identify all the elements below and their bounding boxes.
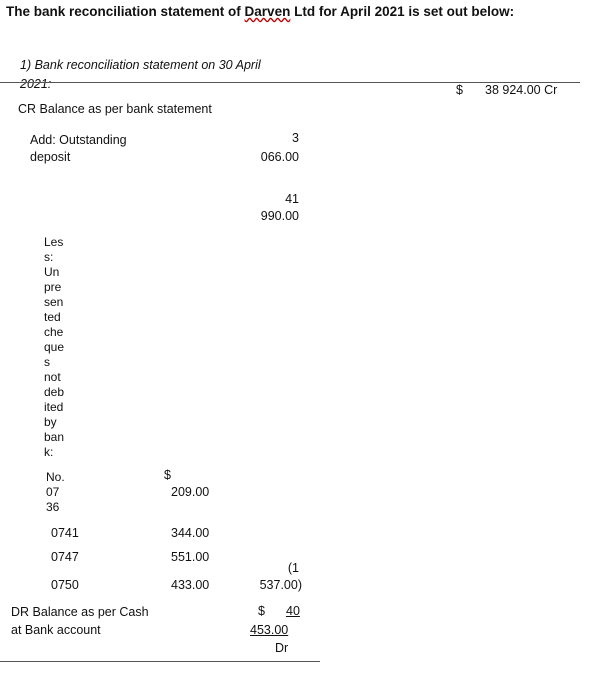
less-label-fragment: Un — [44, 265, 60, 279]
less-label-fragment: che — [44, 325, 64, 339]
closing-label-line2: at Bank account — [11, 623, 101, 637]
less-total-line2: 537.00) — [259, 578, 302, 592]
closing-value-line3: Dr — [275, 641, 289, 655]
cheque-amount-2: 344.00 — [171, 526, 210, 540]
footer-rule — [0, 661, 320, 662]
opening-balance-value: 38 924.00 Cr — [485, 83, 558, 97]
less-label — [44, 235, 64, 460]
cheque-number-fragment: 07 — [46, 485, 60, 499]
closing-currency: $ — [258, 604, 265, 618]
less-label-fragment: pre — [44, 280, 62, 294]
subtotal-line1: 41 — [285, 192, 299, 206]
statement-heading-date: 2021: — [20, 77, 52, 91]
add-value-line2: 066.00 — [260, 150, 299, 164]
add-label-line2: deposit — [30, 150, 71, 164]
closing-label-line1: DR Balance as per Cash — [11, 605, 149, 619]
cheque-number-3: 0747 — [51, 550, 79, 564]
statement-heading: 1) Bank reconciliation statement on 30 April — [20, 58, 261, 72]
less-label-fragment: deb — [44, 385, 65, 399]
opening-balance-label: CR Balance as per bank statement — [18, 102, 212, 116]
cheque-number-fragment: No. — [46, 470, 65, 484]
cheque-number-fragment: 36 — [46, 500, 60, 514]
less-label-fragment: by — [44, 415, 57, 429]
cheque-number-2: 0741 — [51, 526, 79, 540]
currency-symbol: $ — [456, 83, 463, 97]
company-name: Darven — [244, 4, 291, 19]
add-value-line1: 3 — [292, 131, 299, 145]
cheque-amount-3: 551.00 — [171, 550, 210, 564]
less-label-fragment: sen — [44, 295, 64, 309]
less-label-fragment: que — [44, 340, 65, 354]
add-label-line1: Add: Outstanding — [30, 133, 127, 147]
cheque-number-4: 0750 — [51, 578, 79, 592]
title-before: The bank reconciliation statement of — [6, 4, 245, 19]
less-label-fragment: not — [44, 370, 61, 384]
less-label-fragment: ited — [44, 400, 64, 414]
closing-value-line1: 40 — [286, 604, 300, 618]
title-after: Ltd for April 2021 is set out below: — [290, 4, 515, 19]
page-title — [6, 4, 514, 19]
subtotal-line2: 990.00 — [260, 209, 299, 223]
less-total-line1: (1 — [287, 561, 299, 575]
closing-value-line2: 453.00 — [250, 623, 289, 637]
less-label-fragment: s: — [44, 250, 54, 264]
less-label-fragment: Les — [44, 235, 64, 249]
cheque-currency-1: $ — [164, 468, 171, 482]
less-label-fragment: k: — [44, 445, 54, 459]
cheque-number-1 — [46, 470, 65, 515]
less-label-fragment: ted — [44, 310, 61, 324]
less-label-fragment: ban — [44, 430, 65, 444]
less-label-fragment: s — [44, 355, 50, 369]
cheque-amount-4: 433.00 — [171, 578, 210, 592]
cheque-amount-1: 209.00 — [171, 485, 210, 499]
